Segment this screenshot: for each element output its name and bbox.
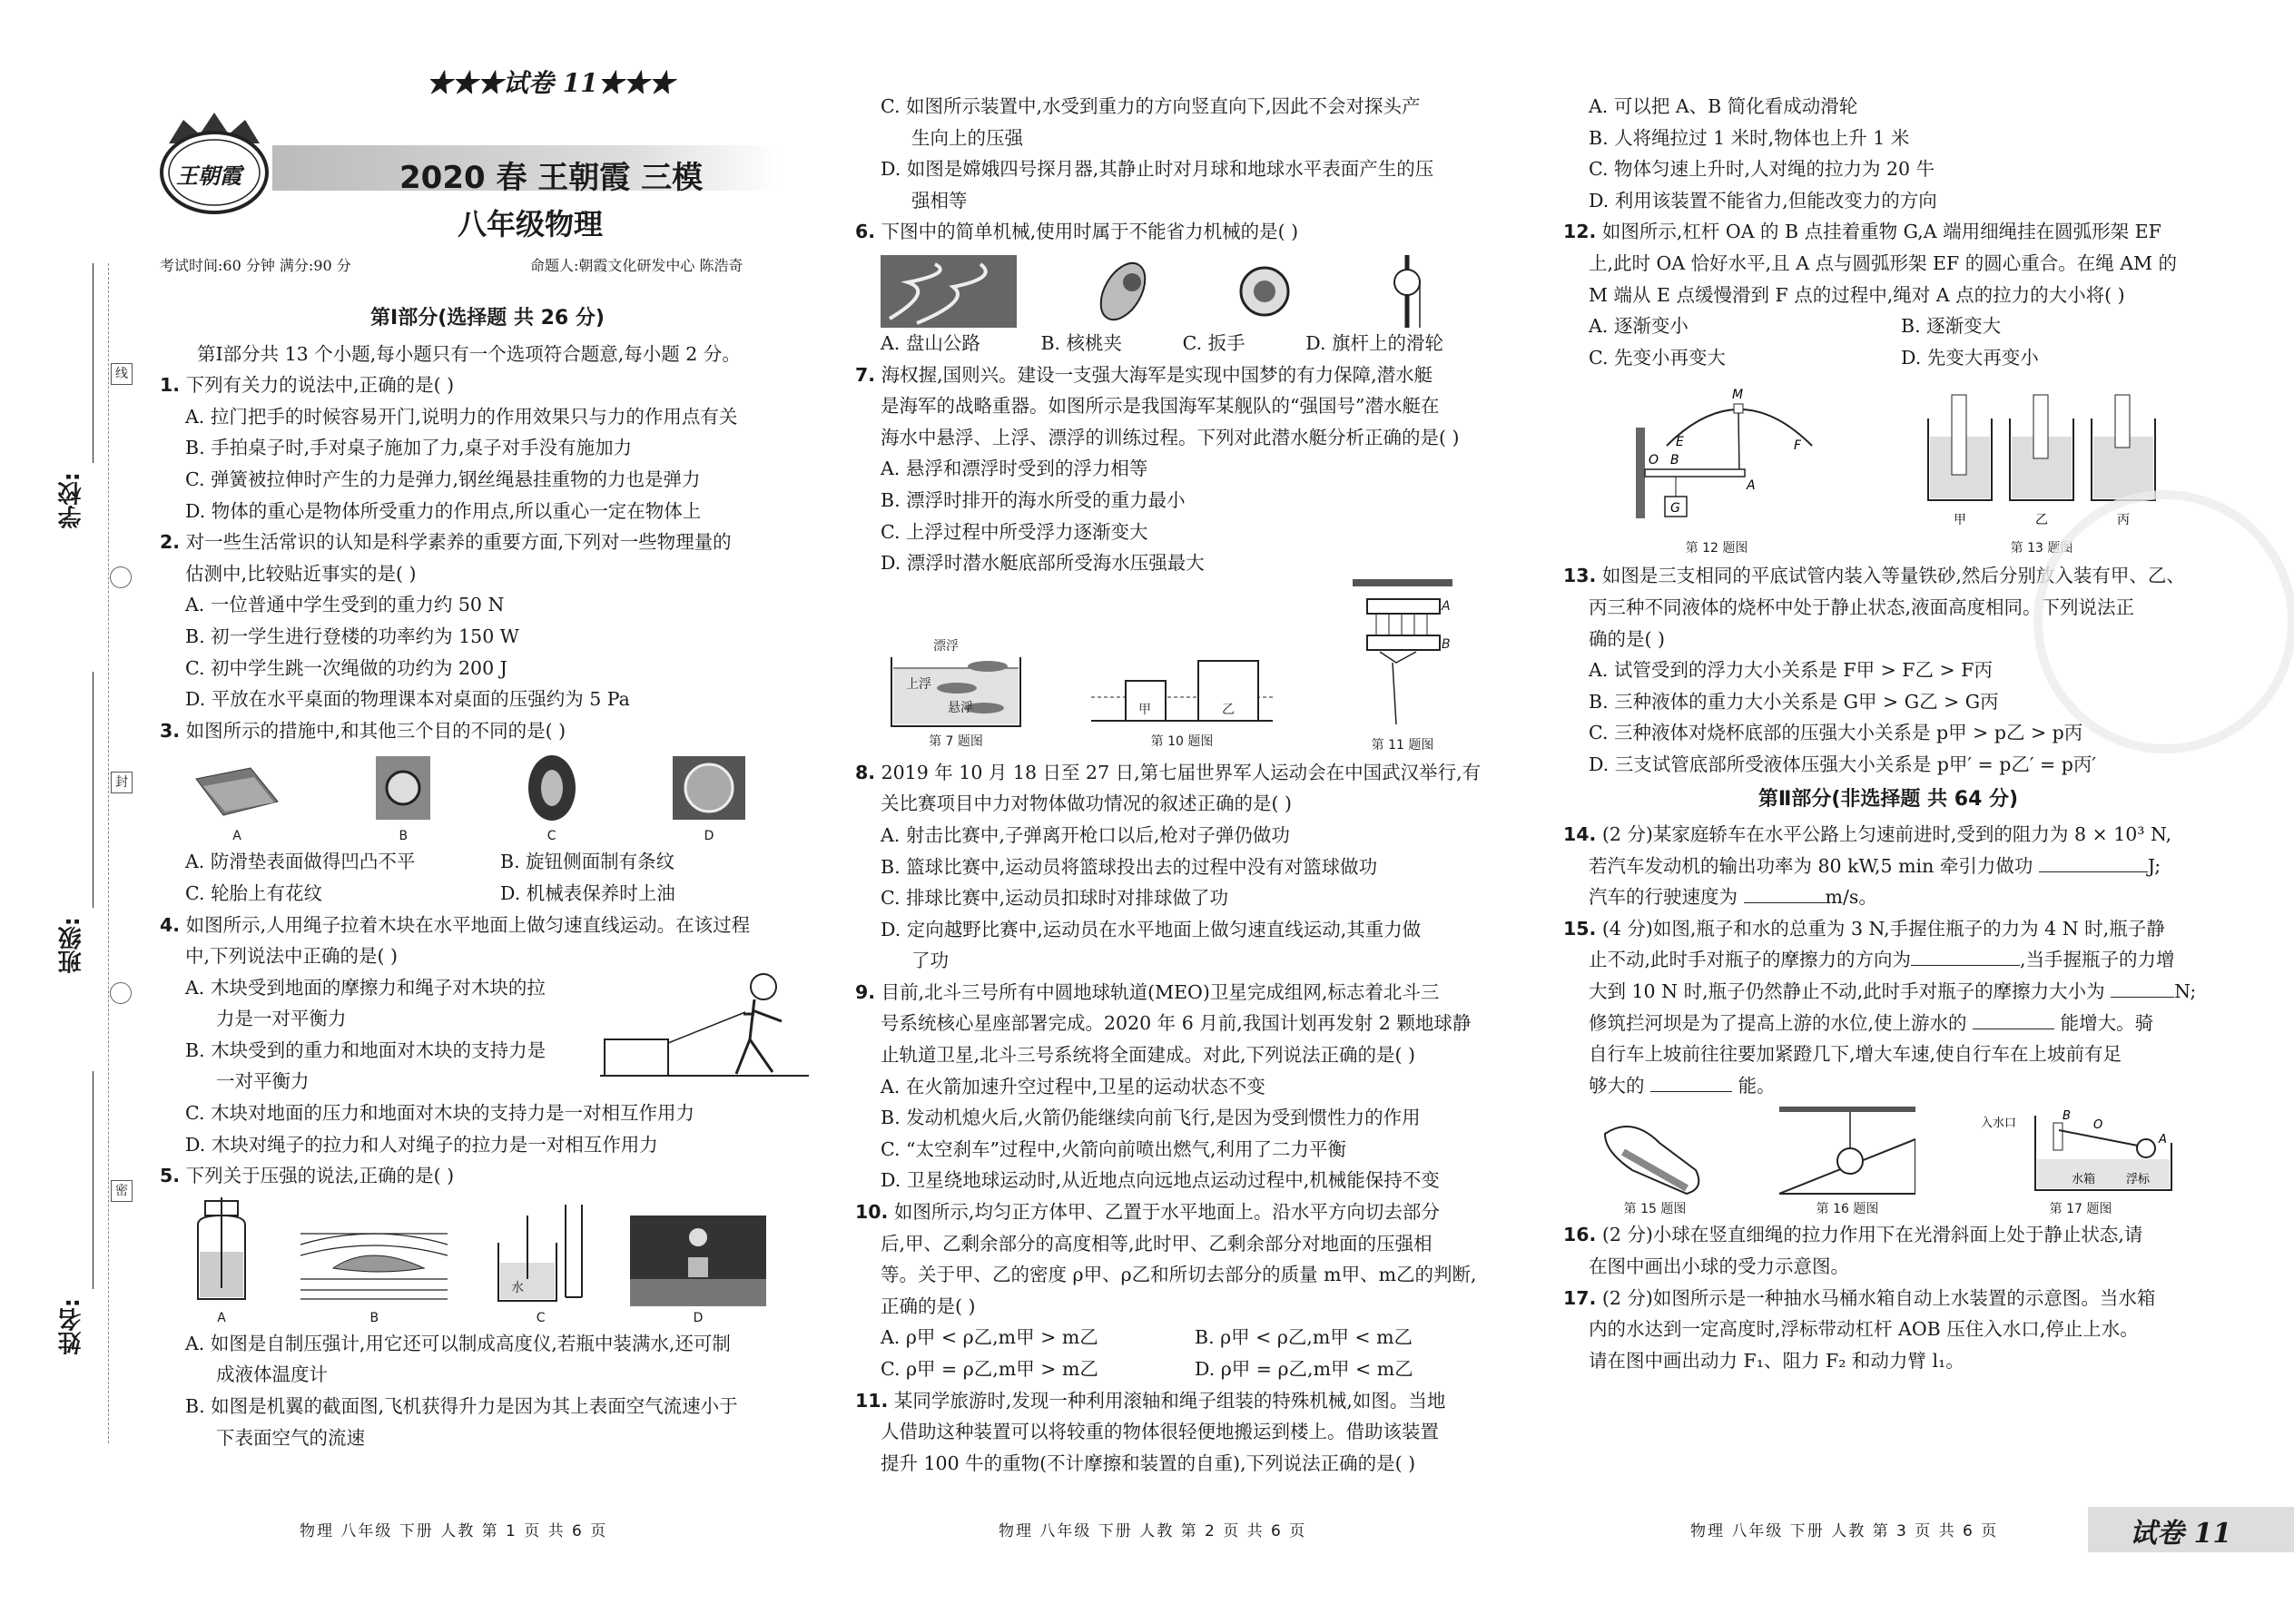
question-number: 6. [855, 221, 876, 243]
text-fragment: 若汽车发动机的输出功率为 80 kW,5 min 牵引力做功 [1589, 854, 2033, 877]
question-stem: 下图中的简单机械,使用时属于不能省力机械的是( ) [881, 221, 1299, 243]
question-16 [1563, 1219, 2213, 1251]
question-9 [855, 977, 1509, 1009]
question-stem: 下列有关力的说法中,正确的是( ) [185, 374, 455, 397]
figure-label: D [693, 1310, 704, 1325]
figures-7-10-11 [855, 579, 1509, 757]
question-text: 内的水达到一定高度时,浮标带动杠杆 AOB 压住入水口,停止上水。 [1589, 1318, 2139, 1341]
option-a-cont: 力是一对平衡力 [216, 1008, 347, 1030]
option-c-cont: 生向上的压强 [911, 126, 1023, 149]
figure-label: C [546, 829, 556, 844]
question-stem: 下列关于压强的说法,正确的是( ) [185, 1165, 455, 1187]
text-fragment: J; [2147, 854, 2161, 877]
part1-title: 第Ⅰ部分(选择题 共 26 分) [370, 307, 605, 330]
option-a: A. 拉门把手的时候容易开门,说明力的作用效果只与力的作用点有关 [185, 405, 738, 428]
option-c: C. 三种液体对烧杯底部的压强大小关系是 p甲 > p乙 > p丙 [1589, 722, 2083, 744]
option-b: B. ρ甲 < ρ乙,m甲 < m乙 [1195, 1326, 1413, 1349]
water-label: 水 [510, 1280, 524, 1295]
option-c: C. 先变小再变大 [1589, 346, 1726, 369]
option-d: D. 木块对绳子的拉力和人对绳子的拉力是一对相互作用力 [185, 1133, 658, 1156]
option-c: C. 初中学生跳一次绳做的功约为 200 J [185, 656, 507, 679]
figures-15-17 [1563, 1107, 2213, 1217]
option-c: C. ρ甲 = ρ乙,m甲 > m乙 [881, 1358, 1098, 1380]
text-fragment: ,当手握瓶子的力增 [2020, 949, 2175, 971]
option-c: C. 如图所示装置中,水受到重力的方向竖直向下,因此不会对探头产 [881, 95, 1421, 117]
class-label: 班级: [58, 917, 85, 974]
label-yi: 乙 [1222, 702, 1235, 717]
option-c: C. 弹簧被拉伸时产生的力是弹力,钢丝绳悬挂重物的力也是弹力 [185, 468, 701, 490]
question-text: (2 分)如图所示是一种抽水马桶水箱自动上水装置的示意图。当水箱 [1601, 1286, 2156, 1309]
question-3 [160, 715, 815, 747]
name-line [93, 1071, 94, 1289]
question-14 [1563, 819, 2213, 851]
question-stem: 海权握,国则兴。建设一支强大海军是实现中国梦的有力保障,潜水艇 [881, 363, 1433, 386]
text-fragment: N; [2174, 980, 2197, 1003]
figure-pulling-block [600, 967, 809, 1094]
q10-options-cd [855, 1353, 1509, 1385]
answer-blank[interactable] [2039, 851, 2148, 872]
exam-subject: 八年级物理 [458, 207, 604, 241]
figure-label: B [399, 829, 409, 844]
option-d-cont: 强相等 [911, 189, 968, 212]
option-b: B. 如图是机翼的截面图,飞机获得升力是因为其上表面空气流速小于 [185, 1395, 738, 1418]
figure-nutcracker [1087, 255, 1159, 328]
label-b: B [2063, 1109, 2071, 1124]
label-o: O [1649, 453, 1659, 468]
question-4 [160, 910, 815, 941]
option-b: B. 初一学生进行登楼的功率约为 150 W [185, 625, 519, 647]
binding-line [108, 263, 109, 1443]
question-text: (2 分)小球在竖直细绳的拉力作用下在光滑斜面上处于静止状态,请 [1601, 1224, 2143, 1246]
question-stem-cont: 是海军的战略重器。如图所示是我国海军某舰队的“强国号”潜水艇在 [881, 395, 1440, 418]
question-11 [855, 1385, 1509, 1417]
option-a: A. 逐渐变小 [1589, 315, 1689, 338]
question-stem: 对一些生活常识的认知是科学素养的重要方面,下列对一些物理量的 [185, 531, 732, 554]
q6-options [855, 328, 1443, 359]
question-stem-cont: 止轨道卫星,北斗三号系统将全面建成。对此,下列说法正确的是( ) [881, 1044, 1416, 1067]
label-jia: 甲 [1138, 702, 1151, 717]
figure-wrench [1228, 255, 1301, 328]
q3-figures [160, 752, 750, 844]
question-text [1563, 1008, 2213, 1039]
question-text: 自行车上坡前往往要加紧蹬几下,增大车速,使自行车在上坡前有足 [1589, 1043, 2122, 1066]
option-d: D. 旗杆上的滑轮 [1305, 331, 1443, 354]
question-stem: 目前,北斗三号所有中圆地球轨道(MEO)卫星完成组网,标志着北斗三 [881, 980, 1440, 1003]
option-c: C. 轮胎上有花纹 [185, 881, 322, 904]
column-1 [160, 300, 815, 1453]
option-c: C. 木块对地面的压力和地面对木块的支持力是一对相互作用力 [185, 1102, 694, 1125]
option-d: D. 物体的重心是物体所受重力的作用点,所以重心一定在物体上 [185, 499, 702, 522]
option-c: C. 上浮过程中所受浮力逐渐变大 [881, 520, 1148, 543]
question-stem: 某同学旅游时,发现一种利用滚轴和绳子组装的特殊机械,如图。当地 [893, 1389, 1446, 1412]
question-stem-cont: 后,甲、乙剩余部分的高度相等,此时甲、乙剩余部分对地面的压强相 [881, 1232, 1433, 1255]
figure-pressure-gauge [185, 1197, 258, 1326]
question-number: 5. [160, 1165, 181, 1187]
label-a: A [1747, 478, 1756, 494]
option-d: D. 三支试管底部所受液体压强大小关系是 p甲′ = p乙′ = p丙′ [1589, 753, 2097, 775]
text-fragment: 大到 10 N 时,瓶子仍然静止不动,此时手对瓶子的摩擦力大小为 [1589, 980, 2105, 1003]
figure-caption: 第 7 题图 [929, 733, 983, 749]
question-text [1563, 976, 2213, 1008]
label-rising: 上浮 [906, 676, 931, 692]
binding-mark-line: 线 [111, 363, 133, 385]
logo [156, 107, 272, 214]
question-stem-cont: 提升 100 牛的重物(不计摩擦和装置的自重),下列说法正确的是( ) [881, 1452, 1416, 1474]
figure-tire [520, 752, 584, 844]
question-stem-cont: 上,此时 OA 恰好水平,且 A 点与圆弧形架 EF 的圆心重合。在绳 AM 的 [1589, 251, 2178, 274]
question-15 [1563, 913, 2213, 945]
school-line [93, 263, 94, 463]
question-stem-cont: 估测中,比较贴近事实的是( ) [185, 562, 417, 585]
label-f: F [1794, 438, 1802, 454]
q12-options-ab [1563, 310, 2213, 342]
option-a: A. 盘山公路 [881, 331, 980, 354]
exam-time: 考试时间:60 分钟 满分:90 分 [160, 257, 351, 274]
figure-caption: 第 17 题图 [2049, 1202, 2112, 1217]
label-o: O [2093, 1118, 2103, 1133]
figure-caption: 第 11 题图 [1371, 737, 1434, 753]
question-stem-cont: 丙三种不同液体的烧杯中处于静止状态,液面高度相同。下列说法正 [1589, 595, 2135, 618]
figure-15 [1596, 1107, 1714, 1217]
answer-blank[interactable] [1973, 1009, 2054, 1029]
option-c: C. 排球比赛中,运动员扣球时对排球做了功 [881, 887, 1229, 910]
question-text [1563, 881, 2213, 913]
figure-7 [888, 635, 1024, 750]
question-stem-cont: M 端从 E 点缓慢滑到 F 点的过程中,绳对 A 点的拉力的大小将( ) [1589, 283, 2125, 306]
column-2 [855, 91, 1509, 1479]
label-e: E [1676, 435, 1684, 450]
label-bing: 丙 [2117, 513, 2130, 528]
text-fragment: 止不动,此时手对瓶子的摩擦力的方向为 [1589, 949, 1912, 971]
question-number: 15. [1563, 917, 1597, 940]
option-a: A. 悬浮和漂浮时受到的浮力相等 [881, 458, 1148, 480]
text-fragment: 够大的 [1589, 1074, 1645, 1097]
option-a: A. ρ甲 < ρ乙,m甲 > m乙 [881, 1326, 1098, 1349]
part1-intro: 第Ⅰ部分共 13 个小题,每小题只有一个选项符合题意,每小题 2 分。 [197, 342, 741, 365]
option-b: B. 逐渐变大 [1901, 315, 2002, 338]
question-number: 17. [1563, 1286, 1597, 1309]
option-d: D. 先变大再变小 [1901, 346, 2039, 369]
figure-label: A [232, 829, 241, 844]
option-b-cont: 一对平衡力 [216, 1070, 310, 1093]
option-a-cont: 成液体温度计 [216, 1363, 328, 1386]
figure-10 [1091, 643, 1273, 750]
question-text: 请在图中画出动力 F₁、阻力 F₂ 和动力臂 l₁。 [1589, 1349, 1964, 1372]
question-stem-cont: 等。关于甲、乙的密度 ρ甲、ρ乙和所切去部分的质量 m甲、m乙的判断, [881, 1264, 1477, 1286]
label-inlet: 入水口 [1981, 1117, 2017, 1131]
question-stem-cont: 正确的是( ) [881, 1294, 976, 1317]
figure-watch [668, 752, 750, 844]
option-a: A. 可以把 A、B 简化看成动滑轮 [1589, 95, 1858, 117]
exam-author: 命题人:朝霞文化研发中心 陈浩奇 [530, 257, 743, 274]
question-number: 12. [1563, 221, 1597, 243]
question-number: 7. [855, 363, 876, 386]
question-text: (2 分)某家庭轿车在水平公路上匀速前进时,受到的阻力为 8 × 10³ N, [1601, 823, 2172, 846]
question-stem-cont: 号系统核心星座部署完成。2020 年 6 月前,我国计划再发射 2 颗地球静 [881, 1012, 1472, 1035]
text-fragment: 修筑拦河坝是为了提高上游的水位,使上游水的 [1589, 1011, 1967, 1034]
text-fragment: 能。 [1738, 1074, 1776, 1097]
question-7 [855, 359, 1509, 391]
question-number: 16. [1563, 1224, 1597, 1246]
option-b: B. 三种液体的重力大小关系是 G甲 > G乙 > G丙 [1589, 690, 1999, 713]
option-c: C. 扳手 [1182, 331, 1245, 354]
question-number: 2. [160, 531, 181, 554]
question-text: (4 分)如图,瓶子和水的总重为 3 N,手握住瓶子的力为 4 N 时,瓶子静 [1601, 917, 2165, 940]
binding-hole [110, 982, 132, 1004]
question-stem-cont: 关比赛项目中力对物体做功情况的叙述正确的是( ) [881, 792, 1293, 815]
option-a: A. 如图是自制压强计,用它还可以制成高度仪,若瓶中装满水,还可制 [185, 1332, 731, 1354]
question-2 [160, 527, 815, 558]
question-5 [160, 1160, 815, 1192]
class-line [93, 672, 94, 908]
question-stem: 如图所示,均匀正方体甲、乙置于水平地面上。沿水平方向切去部分 [893, 1201, 1440, 1224]
figure-wing [297, 1216, 451, 1326]
answer-blank[interactable] [1911, 945, 2020, 966]
figure-lunar-lander [630, 1216, 766, 1326]
option-b: B. 发动机熄火后,火箭仍能继续向前飞行,是因为受到惯性力的作用 [881, 1107, 1421, 1129]
figure-16 [1779, 1107, 1915, 1217]
option-b: B. 木块受到的重力和地面对木块的支持力是 [185, 1038, 546, 1061]
figure-label: B [369, 1310, 379, 1325]
option-d: D. 漂浮时潜水艇底部所受海水压强最大 [881, 552, 1205, 575]
text-fragment: 汽车的行驶速度为 [1589, 886, 1738, 909]
question-number: 9. [855, 980, 876, 1003]
option-a: A. 防滑垫表面做得凹凸不平 [185, 851, 416, 873]
label-float: 浮标 [2126, 1173, 2151, 1187]
logo-text: 王朝霞 [176, 162, 241, 189]
figure-probe-beaker [491, 1197, 591, 1326]
question-stem: 如图所示,杠杆 OA 的 B 点挂着重物 G,A 端用细绳挂在圆弧形架 EF [1601, 221, 2161, 243]
question-number: 3. [160, 719, 181, 742]
question-number: 13. [1563, 565, 1597, 587]
option-d: D. 如图是嫦娥四号探月器,其静止时对月球和地球水平表面产生的压 [881, 158, 1434, 181]
question-10 [855, 1196, 1509, 1228]
option-a: A. 木块受到地面的摩擦力和绳子对木块的拉 [185, 976, 546, 999]
figure-label: D [704, 829, 714, 844]
option-d: D. 卫星绕地球运动时,从近地点向远地点运动过程中,机械能保持不变 [881, 1169, 1440, 1192]
part2-title: 第Ⅱ部分(非选择题 共 64 分) [1757, 787, 2019, 811]
question-6 [855, 216, 1509, 248]
label-b: B [1442, 636, 1451, 652]
label-yi: 乙 [2035, 513, 2048, 528]
figure-label: C [536, 1310, 546, 1325]
label-g: G [1670, 501, 1680, 517]
exam-badge: ★★★试卷 11★★★ [427, 68, 674, 98]
option-d: D. 机械表保养时上油 [500, 881, 675, 904]
binding-mark-secret: 密 [111, 1180, 133, 1202]
question-1 [160, 369, 815, 401]
label-a: A [2159, 1133, 2167, 1147]
binding-mark-seal: 封 [111, 772, 133, 793]
answer-blank[interactable] [1650, 1071, 1732, 1092]
question-stem: 如图所示的措施中,和其他三个目的不同的是( ) [185, 719, 566, 742]
figure-knob [371, 752, 435, 844]
question-text [1563, 1070, 2213, 1102]
option-d: D. 定向越野比赛中,运动员在水平地面上做匀速直线运动,其重力做 [881, 918, 1422, 940]
figure-caption: 第 13 题图 [2010, 541, 2073, 556]
figure-flagpole-pulley [1371, 255, 1443, 328]
option-a: A. 射击比赛中,子弹离开枪口以后,枪对子弹仍做功 [881, 823, 1290, 846]
question-12 [1563, 216, 2213, 248]
option-b: B. 漂浮时排开的海水所受的重力最小 [881, 488, 1186, 511]
label-suspended: 悬浮 [948, 700, 973, 715]
label-b: B [1670, 453, 1679, 468]
q4-block [160, 972, 815, 1097]
question-stem-cont: 人借助这种装置可以将较重的物体很轻便地搬运到楼上。借助该装置 [881, 1421, 1439, 1443]
option-b: B. 核桃夹 [1040, 331, 1123, 354]
question-8 [855, 757, 1509, 789]
binding-hole [110, 566, 132, 588]
figure-caption: 第 12 题图 [1685, 541, 1748, 556]
q6-figures [855, 255, 1443, 328]
question-text [1563, 944, 2213, 976]
option-b: B. 篮球比赛中,运动员将篮球投出去的过程中没有对篮球做功 [881, 855, 1378, 878]
question-number: 10. [855, 1201, 889, 1224]
question-stem: 2019 年 10 月 18 日至 27 日,第七届世界军人运动会在中国武汉举行,有 [881, 761, 1482, 783]
stamp-watermark [2033, 490, 2294, 753]
question-17 [1563, 1283, 2213, 1314]
figure-label: A [217, 1310, 226, 1325]
option-c: C. “太空刹车”过程中,火箭向前喷出燃气,利用了二力平衡 [881, 1137, 1346, 1160]
label-a: A [1442, 598, 1451, 614]
corner-badge-text: 试卷 11 [2130, 1518, 2232, 1550]
school-label: 学校: [58, 472, 85, 529]
question-stem: 如图是三支相同的平底试管内装入等量铁砂,然后分别放入装有甲、乙、 [1601, 565, 2185, 587]
figure-11 [1353, 579, 1452, 753]
question-stem-cont: 海水中悬浮、上浮、漂浮的训练过程。下列对此潜水艇分析正确的是( ) [881, 426, 1460, 448]
figure-anti-slip-mat [187, 761, 287, 844]
figure-mountain-road [881, 255, 1017, 328]
q3-options-ab [160, 846, 815, 878]
q10-options-ab [855, 1322, 1509, 1353]
question-number: 14. [1563, 823, 1597, 846]
label-m: M [1732, 388, 1744, 403]
option-d: D. ρ甲 = ρ乙,m甲 < m乙 [1195, 1358, 1413, 1380]
answer-blank[interactable] [2111, 977, 2174, 998]
page-footer-3: 物理 八年级 下册 人教 第 3 页 共 6 页 [1690, 1522, 1999, 1540]
option-b: B. 手拍桌子时,手对桌子施加了力,桌子对手没有施加力 [185, 437, 633, 459]
option-b-cont: 下表面空气的流速 [216, 1426, 365, 1449]
option-a: A. 一位普通中学生受到的重力约 50 N [185, 594, 505, 616]
question-text: 在图中画出小球的受力示意图。 [1589, 1255, 1849, 1278]
label-jia: 甲 [1954, 513, 1966, 528]
label-floating: 漂浮 [933, 638, 959, 654]
answer-blank[interactable] [1744, 882, 1826, 903]
option-a: A. 试管受到的浮力大小关系是 F甲 > F乙 > F丙 [1589, 659, 1993, 682]
exam-title: 2020 春 王朝霞 三模 [399, 160, 704, 196]
q3-options-cd [160, 878, 815, 910]
figure-caption: 第 10 题图 [1150, 733, 1214, 749]
option-c: C. 物体匀速上升时,人对绳的拉力为 20 牛 [1589, 158, 1935, 181]
option-d-cont: 了功 [911, 950, 949, 972]
option-a: A. 在火箭加速升空过程中,卫星的运动状态不变 [881, 1075, 1265, 1097]
page-footer-2: 物理 八年级 下册 人教 第 2 页 共 6 页 [999, 1522, 1307, 1540]
figure-17 [1981, 1107, 2181, 1217]
q5-figures [160, 1197, 766, 1326]
name-label: 姓名: [58, 1298, 85, 1355]
figure-caption: 第 15 题图 [1623, 1202, 1687, 1217]
option-d: D. 平放在水平桌面的物理课本对桌面的压强约为 5 Pa [185, 688, 630, 711]
text-fragment: m/s。 [1825, 886, 1877, 909]
question-number: 4. [160, 913, 181, 936]
q12-options-cd [1563, 342, 2213, 374]
question-stem: 如图所示,人用绳子拉着木块在水平地面上做匀速直线运动。在该过程 [185, 913, 751, 936]
question-number: 1. [160, 374, 181, 397]
question-number: 8. [855, 761, 876, 783]
question-text [1563, 851, 2213, 882]
label-tank: 水箱 [2072, 1173, 2096, 1187]
option-d: D. 利用该装置不能省力,但能改变力的方向 [1589, 189, 1937, 212]
page-footer-1: 物理 八年级 下册 人教 第 1 页 共 6 页 [300, 1522, 608, 1540]
question-stem-cont: 确的是( ) [1589, 627, 1666, 650]
figure-caption: 第 16 题图 [1816, 1202, 1879, 1217]
question-number: 11. [855, 1389, 889, 1412]
text-fragment: 能增大。骑 [2060, 1011, 2154, 1034]
option-b: B. 旋钮侧面制有条纹 [500, 851, 675, 873]
question-stem-cont: 中,下列说法中正确的是( ) [185, 945, 399, 968]
option-b: B. 人将绳拉过 1 米时,物体也上升 1 米 [1589, 126, 1910, 149]
figure-12 [1612, 382, 1821, 556]
